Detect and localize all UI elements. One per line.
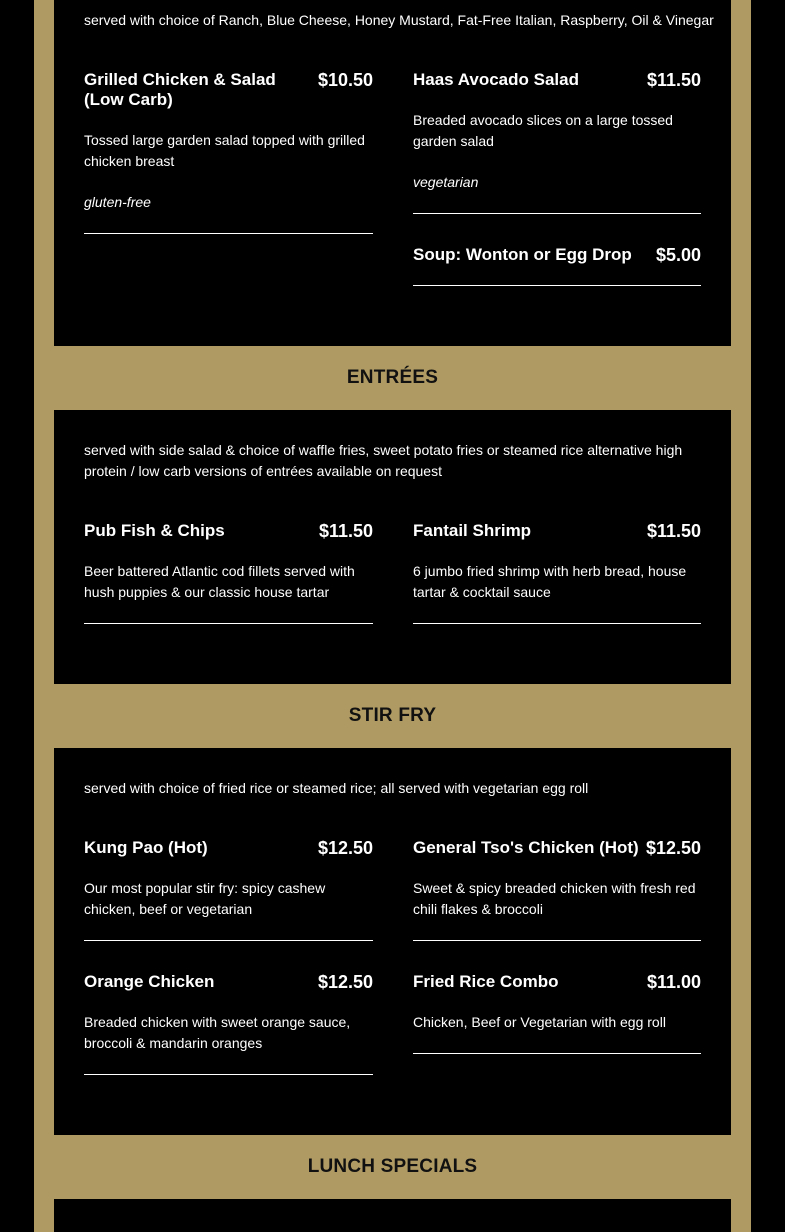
- item-divider: [413, 623, 701, 624]
- salads-note: served with choice of Ranch, Blue Cheese, Honey Mustard, Fat-Free Italian, Raspberry, Oil & Vinegar: [84, 12, 714, 28]
- item-price: $12.50: [645, 838, 701, 858]
- item-price: $11.00: [646, 972, 701, 992]
- menu-item: [84, 972, 373, 1054]
- item-name: Orange Chicken: [84, 972, 215, 991]
- item-divider: [413, 940, 701, 941]
- item-tag: vegetarian: [413, 174, 479, 190]
- menu-item: [413, 70, 701, 193]
- item-description: 6 jumbo fried shrimp with herb bread, house tartar & cocktail sauce: [413, 563, 687, 600]
- item-name: Fantail Shrimp: [413, 521, 532, 540]
- item-description: Tossed large garden salad topped with grilled chicken breast: [84, 132, 365, 169]
- item-description: Beer battered Atlantic cod fillets served with hush puppies & our classic house tartar: [84, 563, 355, 600]
- menu-item: [84, 838, 373, 920]
- item-description: Breaded avocado slices on a large tossed garden salad: [413, 112, 673, 149]
- menu-item: [84, 70, 373, 213]
- item-divider: [413, 1053, 701, 1054]
- item-divider: [413, 285, 701, 286]
- menu-item: [84, 521, 373, 603]
- item-price: $11.50: [646, 521, 701, 541]
- menu-item: [413, 245, 701, 265]
- item-divider: [413, 213, 701, 214]
- section-header-stir-fry: STIR FRY: [348, 705, 437, 726]
- item-description: Our most popular stir fry: spicy cashew chicken, beef or vegetarian: [84, 880, 326, 917]
- item-price: $10.50: [317, 70, 373, 90]
- entrees-note: served with side salad & choice of waffle fries, sweet potato fries or steamed rice alternative high protein / low carb versions of entrées available on request: [84, 442, 683, 479]
- item-price: $5.00: [655, 245, 701, 265]
- item-tag: gluten-free: [84, 194, 151, 210]
- item-name: Pub Fish & Chips: [84, 521, 225, 540]
- menu-item: [413, 972, 701, 1033]
- item-name: General Tso's Chicken (Hot): [413, 838, 639, 857]
- menu-item: [413, 838, 701, 920]
- stir-fry-note: served with choice of fried rice or steamed rice; all served with vegetarian egg roll: [84, 780, 589, 796]
- item-divider: [84, 623, 373, 624]
- item-divider: [84, 233, 373, 234]
- item-name: Haas Avocado Salad: [413, 70, 579, 89]
- item-description: Breaded chicken with sweet orange sauce, broccoli & mandarin oranges: [84, 1014, 351, 1051]
- item-name: Kung Pao (Hot): [84, 838, 208, 857]
- menu-item: [413, 521, 701, 603]
- item-name: Soup: Wonton or Egg Drop: [413, 245, 632, 264]
- item-name: Grilled Chicken & Salad (Low Carb): [84, 70, 276, 109]
- item-divider: [84, 1074, 373, 1075]
- section-header-entrees: ENTRÉES: [346, 367, 439, 388]
- item-description: Sweet & spicy breaded chicken with fresh red chili flakes & broccoli: [413, 880, 696, 917]
- item-price: $11.50: [646, 70, 701, 90]
- item-divider: [84, 940, 373, 941]
- item-name: Fried Rice Combo: [413, 972, 559, 991]
- item-price: $12.50: [317, 838, 373, 858]
- item-price: $12.50: [317, 972, 373, 992]
- stir-fry-panel: [54, 748, 731, 1135]
- item-price: $11.50: [318, 521, 373, 541]
- section-header-lunch-specials: LUNCH SPECIALS: [307, 1156, 478, 1177]
- lunch-specials-panel: [54, 1199, 731, 1232]
- item-description: Chicken, Beef or Vegetarian with egg roll: [413, 1014, 666, 1030]
